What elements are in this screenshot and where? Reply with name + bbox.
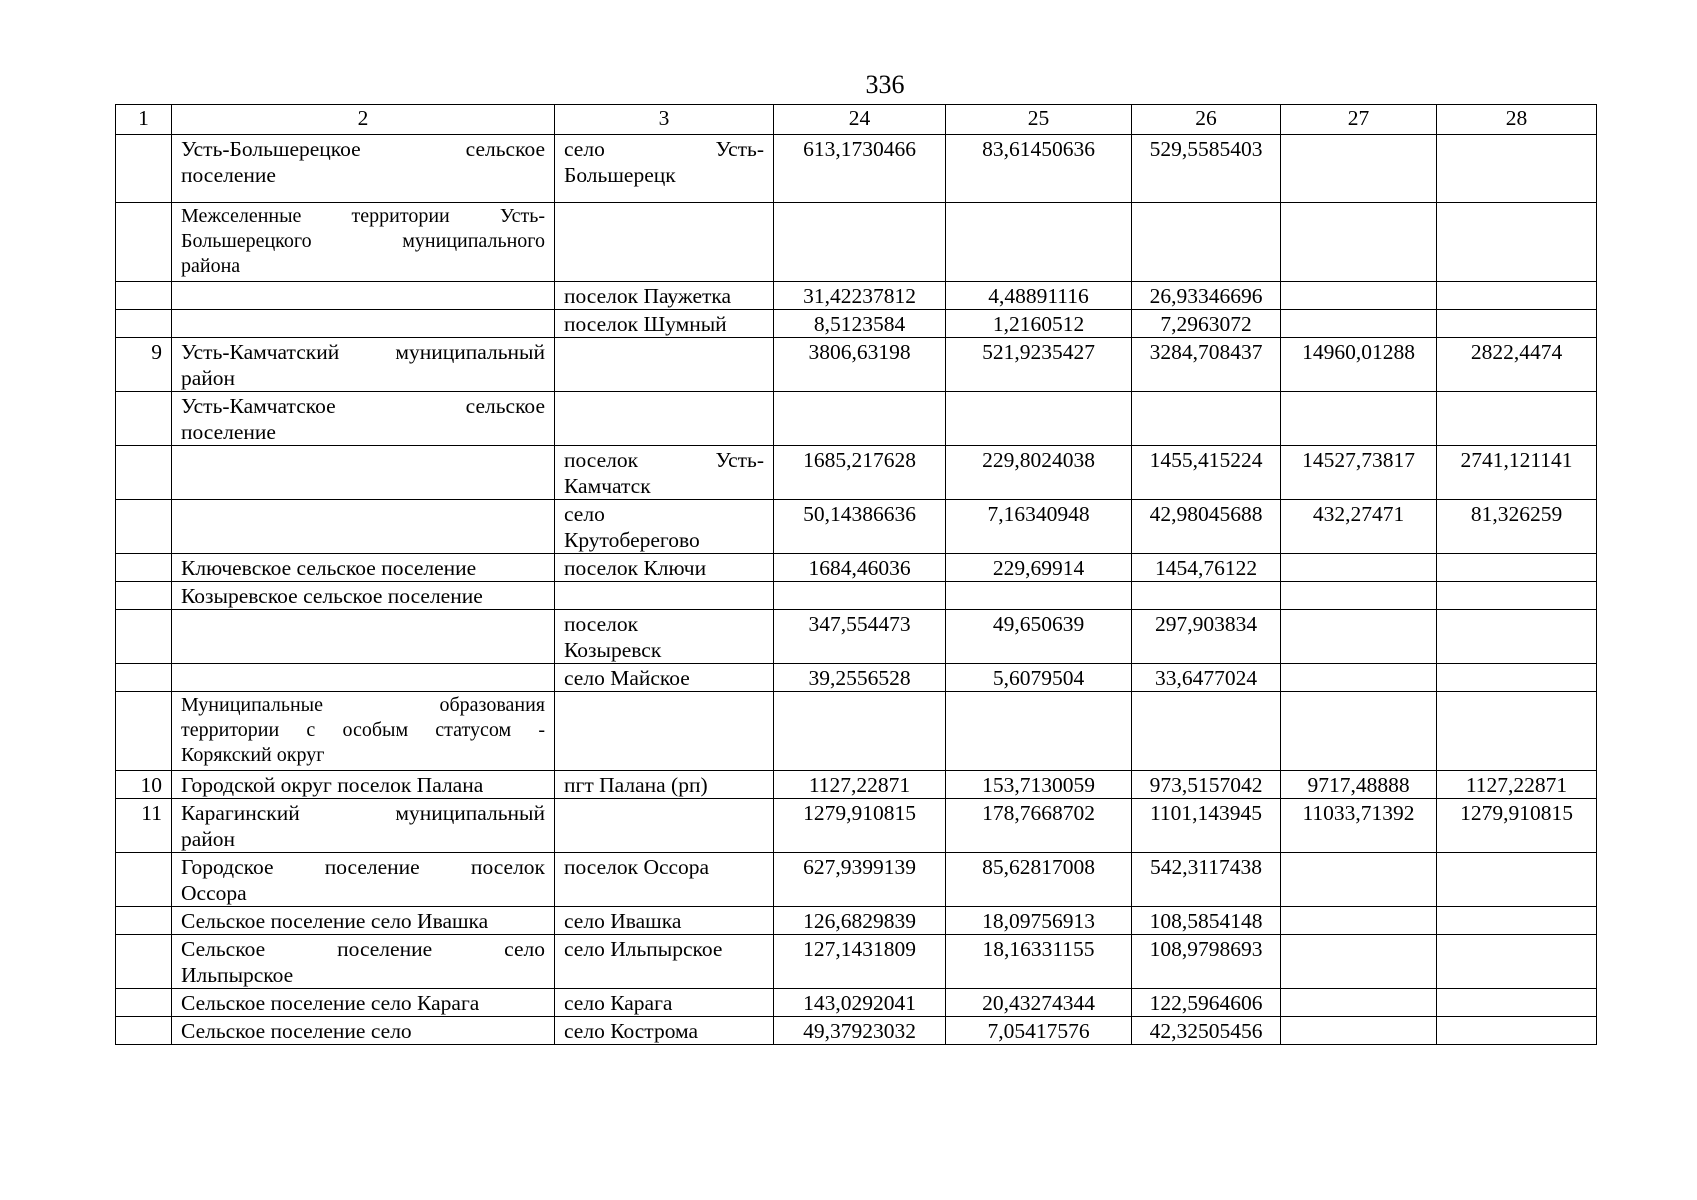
value-cell-25: 521,9235427 xyxy=(946,338,1132,392)
row-number-cell xyxy=(116,1017,172,1045)
municipality-cell-line: Большерецкого муниципального xyxy=(181,230,545,252)
municipality-cell-line: Межселенные территории Усть- xyxy=(181,205,545,227)
value-cell-28 xyxy=(1437,989,1597,1017)
municipality-cell xyxy=(172,664,555,692)
value-cell-28: 1279,910815 xyxy=(1437,799,1597,853)
table-row xyxy=(116,282,1597,310)
value-cell-27 xyxy=(1281,582,1437,610)
value-cell-26: 297,903834 xyxy=(1132,610,1281,664)
value-cell-28 xyxy=(1437,1017,1597,1045)
value-cell-26: 3284,708437 xyxy=(1132,338,1281,392)
value-cell-25 xyxy=(946,392,1132,446)
row-number-cell xyxy=(116,500,172,554)
row-number-cell: 10 xyxy=(116,771,172,799)
municipality-cell xyxy=(172,935,555,989)
value-cell-26 xyxy=(1132,582,1281,610)
value-cell-24: 1127,22871 xyxy=(774,771,946,799)
municipality-cell-line: Оссора xyxy=(181,881,247,905)
value-cell-27 xyxy=(1281,989,1437,1017)
municipality-cell xyxy=(172,771,555,799)
value-cell-27: 11033,71392 xyxy=(1281,799,1437,853)
table-row xyxy=(116,935,1597,989)
value-cell-25: 7,16340948 xyxy=(946,500,1132,554)
value-cell-24 xyxy=(774,692,946,771)
municipality-cell-line: Сельское поселение село Карага xyxy=(181,991,480,1015)
value-cell-28 xyxy=(1437,392,1597,446)
value-cell-27 xyxy=(1281,692,1437,771)
table-row xyxy=(116,692,1597,771)
municipality-cell-line: Ильпырское xyxy=(181,963,294,987)
value-cell-26 xyxy=(1132,392,1281,446)
value-cell-26: 33,6477024 xyxy=(1132,664,1281,692)
value-cell-24 xyxy=(774,392,946,446)
settlement-cell-line: село Ивашка xyxy=(564,909,682,933)
row-number-cell xyxy=(116,935,172,989)
column-header: 25 xyxy=(946,105,1132,135)
row-number-cell xyxy=(116,989,172,1017)
value-cell-24: 126,6829839 xyxy=(774,907,946,935)
table-row xyxy=(116,338,1597,392)
value-cell-26: 108,9798693 xyxy=(1132,935,1281,989)
value-cell-26: 1455,415224 xyxy=(1132,446,1281,500)
value-cell-26: 529,5585403 xyxy=(1132,135,1281,203)
column-header: 3 xyxy=(555,105,774,135)
value-cell-25: 83,61450636 xyxy=(946,135,1132,203)
column-header: 27 xyxy=(1281,105,1437,135)
value-cell-27 xyxy=(1281,1017,1437,1045)
value-cell-24: 127,1431809 xyxy=(774,935,946,989)
value-cell-24 xyxy=(774,203,946,282)
table-row xyxy=(116,610,1597,664)
value-cell-26: 1454,76122 xyxy=(1132,554,1281,582)
municipality-cell-line: Карагинский муниципальный xyxy=(181,801,545,825)
settlement-cell xyxy=(555,203,774,282)
value-cell-25: 85,62817008 xyxy=(946,853,1132,907)
row-number-cell xyxy=(116,853,172,907)
settlement-cell xyxy=(555,907,774,935)
settlement-cell-line: село Майское xyxy=(564,666,690,690)
value-cell-27 xyxy=(1281,282,1437,310)
table-row xyxy=(116,203,1597,282)
value-cell-28 xyxy=(1437,282,1597,310)
value-cell-24: 3806,63198 xyxy=(774,338,946,392)
value-cell-26: 7,2963072 xyxy=(1132,310,1281,338)
value-cell-27 xyxy=(1281,310,1437,338)
value-cell-26: 542,3117438 xyxy=(1132,853,1281,907)
municipality-cell-line: Ключевское сельское поселение xyxy=(181,556,477,580)
value-cell-27: 14527,73817 xyxy=(1281,446,1437,500)
settlement-cell-line: Козыревск xyxy=(564,638,662,662)
settlement-cell-line: поселок xyxy=(564,612,639,636)
settlement-cell-line: поселок Шумный xyxy=(564,312,727,336)
table-row xyxy=(116,392,1597,446)
value-cell-24: 347,554473 xyxy=(774,610,946,664)
value-cell-28 xyxy=(1437,554,1597,582)
value-cell-25: 18,16331155 xyxy=(946,935,1132,989)
value-cell-24: 613,1730466 xyxy=(774,135,946,203)
settlement-cell xyxy=(555,135,774,203)
settlement-cell xyxy=(555,500,774,554)
row-number-cell xyxy=(116,610,172,664)
value-cell-25: 1,2160512 xyxy=(946,310,1132,338)
table-row xyxy=(116,853,1597,907)
value-cell-27 xyxy=(1281,554,1437,582)
municipality-cell-line: Корякский округ xyxy=(181,744,325,766)
municipality-cell-line: Усть-Камчатское сельское xyxy=(181,394,545,418)
value-cell-26: 26,93346696 xyxy=(1132,282,1281,310)
municipality-cell xyxy=(172,135,555,203)
value-cell-28 xyxy=(1437,310,1597,338)
table-row xyxy=(116,310,1597,338)
value-cell-25: 5,6079504 xyxy=(946,664,1132,692)
value-cell-28: 2822,4474 xyxy=(1437,338,1597,392)
value-cell-27 xyxy=(1281,664,1437,692)
value-cell-28 xyxy=(1437,610,1597,664)
value-cell-28 xyxy=(1437,692,1597,771)
value-cell-28: 81,326259 xyxy=(1437,500,1597,554)
settlement-cell-line: село Кострома xyxy=(564,1019,699,1043)
row-number-cell xyxy=(116,446,172,500)
value-cell-24: 8,5123584 xyxy=(774,310,946,338)
municipality-cell-line: Сельское поселение село Ивашка xyxy=(181,909,489,933)
settlement-cell xyxy=(555,1017,774,1045)
value-cell-27 xyxy=(1281,907,1437,935)
value-cell-28 xyxy=(1437,907,1597,935)
municipality-cell xyxy=(172,203,555,282)
value-cell-26: 122,5964606 xyxy=(1132,989,1281,1017)
settlement-cell-line: село xyxy=(564,502,605,526)
value-cell-25 xyxy=(946,582,1132,610)
column-header: 2 xyxy=(172,105,555,135)
municipality-cell-line: Городское поселение поселок xyxy=(181,855,545,879)
settlement-cell xyxy=(555,338,774,392)
value-cell-26: 1101,143945 xyxy=(1132,799,1281,853)
data-table xyxy=(115,104,1597,1045)
table-row xyxy=(116,989,1597,1017)
value-cell-28 xyxy=(1437,664,1597,692)
settlement-cell-line: пгт Палана (рп) xyxy=(564,773,708,797)
table-row xyxy=(116,771,1597,799)
municipality-cell-line: Муниципальные образования xyxy=(181,694,545,716)
settlement-cell-line: поселок Оссора xyxy=(564,855,710,879)
municipality-cell xyxy=(172,610,555,664)
table-row xyxy=(116,907,1597,935)
settlement-cell xyxy=(555,692,774,771)
value-cell-25: 4,48891116 xyxy=(946,282,1132,310)
table-row xyxy=(116,500,1597,554)
value-cell-25: 229,8024038 xyxy=(946,446,1132,500)
municipality-cell xyxy=(172,989,555,1017)
row-number-cell: 11 xyxy=(116,799,172,853)
value-cell-24: 1684,46036 xyxy=(774,554,946,582)
settlement-cell-line: Большерецк xyxy=(564,163,676,187)
municipality-cell xyxy=(172,692,555,771)
municipality-cell xyxy=(172,338,555,392)
settlement-cell xyxy=(555,664,774,692)
value-cell-25: 18,09756913 xyxy=(946,907,1132,935)
value-cell-28 xyxy=(1437,582,1597,610)
value-cell-25: 20,43274344 xyxy=(946,989,1132,1017)
value-cell-24: 143,0292041 xyxy=(774,989,946,1017)
value-cell-28 xyxy=(1437,135,1597,203)
value-cell-24 xyxy=(774,582,946,610)
table-row xyxy=(116,799,1597,853)
value-cell-24: 1279,910815 xyxy=(774,799,946,853)
value-cell-27 xyxy=(1281,203,1437,282)
municipality-cell-line: район xyxy=(181,366,236,390)
value-cell-26 xyxy=(1132,203,1281,282)
settlement-cell xyxy=(555,610,774,664)
page-number: 336 xyxy=(865,70,905,99)
settlement-cell xyxy=(555,446,774,500)
column-header: 26 xyxy=(1132,105,1281,135)
value-cell-24: 627,9399139 xyxy=(774,853,946,907)
value-cell-28: 2741,121141 xyxy=(1437,446,1597,500)
settlement-cell xyxy=(555,582,774,610)
municipality-cell-line: района xyxy=(181,255,241,277)
row-number-cell: 9 xyxy=(116,338,172,392)
table-row xyxy=(116,135,1597,203)
municipality-cell xyxy=(172,1017,555,1045)
value-cell-25: 7,05417576 xyxy=(946,1017,1132,1045)
row-number-cell xyxy=(116,554,172,582)
value-cell-27 xyxy=(1281,935,1437,989)
value-cell-27 xyxy=(1281,392,1437,446)
settlement-cell-line: Камчатск xyxy=(564,474,651,498)
settlement-cell-line: село Усть- xyxy=(564,137,764,161)
column-header: 28 xyxy=(1437,105,1597,135)
value-cell-26: 42,98045688 xyxy=(1132,500,1281,554)
value-cell-27: 432,27471 xyxy=(1281,500,1437,554)
settlement-cell-line: поселок Ключи xyxy=(564,556,707,580)
value-cell-25: 178,7668702 xyxy=(946,799,1132,853)
municipality-cell-line: район xyxy=(181,827,236,851)
municipality-cell-line: Козыревское сельское поселение xyxy=(181,584,483,608)
value-cell-27: 9717,48888 xyxy=(1281,771,1437,799)
municipality-cell xyxy=(172,853,555,907)
value-cell-27: 14960,01288 xyxy=(1281,338,1437,392)
value-cell-28: 1127,22871 xyxy=(1437,771,1597,799)
row-number-cell xyxy=(116,692,172,771)
settlement-cell xyxy=(555,989,774,1017)
value-cell-26: 108,5854148 xyxy=(1132,907,1281,935)
settlement-cell-line: село Карага xyxy=(564,991,673,1015)
settlement-cell-line: поселок Усть- xyxy=(564,448,764,472)
table-row xyxy=(116,1017,1597,1045)
settlement-cell xyxy=(555,282,774,310)
settlement-cell xyxy=(555,853,774,907)
row-number-cell xyxy=(116,203,172,282)
value-cell-27 xyxy=(1281,135,1437,203)
row-number-cell xyxy=(116,907,172,935)
settlement-cell xyxy=(555,554,774,582)
row-number-cell xyxy=(116,310,172,338)
row-number-cell xyxy=(116,135,172,203)
municipality-cell-line: территории с особым статусом - xyxy=(181,719,545,741)
municipality-cell-line: Усть-Камчатский муниципальный xyxy=(181,340,545,364)
municipality-cell xyxy=(172,446,555,500)
municipality-cell xyxy=(172,799,555,853)
settlement-cell-line: село Ильпырское xyxy=(564,937,723,961)
value-cell-26: 973,5157042 xyxy=(1132,771,1281,799)
settlement-cell xyxy=(555,310,774,338)
row-number-cell xyxy=(116,582,172,610)
municipality-cell xyxy=(172,907,555,935)
settlement-cell xyxy=(555,935,774,989)
header-row xyxy=(116,105,1597,135)
value-cell-24: 1685,217628 xyxy=(774,446,946,500)
table-row xyxy=(116,582,1597,610)
municipality-cell xyxy=(172,392,555,446)
value-cell-25: 49,650639 xyxy=(946,610,1132,664)
municipality-cell xyxy=(172,582,555,610)
row-number-cell xyxy=(116,282,172,310)
column-header: 1 xyxy=(116,105,172,135)
row-number-cell xyxy=(116,664,172,692)
municipality-cell xyxy=(172,554,555,582)
value-cell-25: 153,7130059 xyxy=(946,771,1132,799)
column-header: 24 xyxy=(774,105,946,135)
table-row xyxy=(116,664,1597,692)
value-cell-26: 42,32505456 xyxy=(1132,1017,1281,1045)
value-cell-27 xyxy=(1281,610,1437,664)
value-cell-24: 49,37923032 xyxy=(774,1017,946,1045)
settlement-cell xyxy=(555,799,774,853)
municipality-cell-line: Сельское поселение село xyxy=(181,1019,412,1043)
settlement-cell xyxy=(555,392,774,446)
municipality-cell xyxy=(172,500,555,554)
settlement-cell xyxy=(555,771,774,799)
value-cell-28 xyxy=(1437,935,1597,989)
municipality-cell-line: поселение xyxy=(181,163,276,187)
value-cell-24: 39,2556528 xyxy=(774,664,946,692)
value-cell-24: 31,42237812 xyxy=(774,282,946,310)
table-row xyxy=(116,554,1597,582)
value-cell-28 xyxy=(1437,853,1597,907)
municipality-cell-line: Городской округ поселок Палана xyxy=(181,773,484,797)
municipality-cell-line: поселение xyxy=(181,420,276,444)
municipality-cell xyxy=(172,282,555,310)
value-cell-25: 229,69914 xyxy=(946,554,1132,582)
municipality-cell-line: Усть-Большерецкое сельское xyxy=(181,137,545,161)
settlement-cell-line: Крутоберегово xyxy=(564,528,700,552)
value-cell-27 xyxy=(1281,853,1437,907)
settlement-cell-line: поселок Паужетка xyxy=(564,284,732,308)
municipality-cell xyxy=(172,310,555,338)
value-cell-25 xyxy=(946,203,1132,282)
table-row xyxy=(116,446,1597,500)
value-cell-26 xyxy=(1132,692,1281,771)
value-cell-25 xyxy=(946,692,1132,771)
value-cell-28 xyxy=(1437,203,1597,282)
value-cell-24: 50,14386636 xyxy=(774,500,946,554)
municipality-cell-line: Сельское поселение село xyxy=(181,937,545,961)
row-number-cell xyxy=(116,392,172,446)
